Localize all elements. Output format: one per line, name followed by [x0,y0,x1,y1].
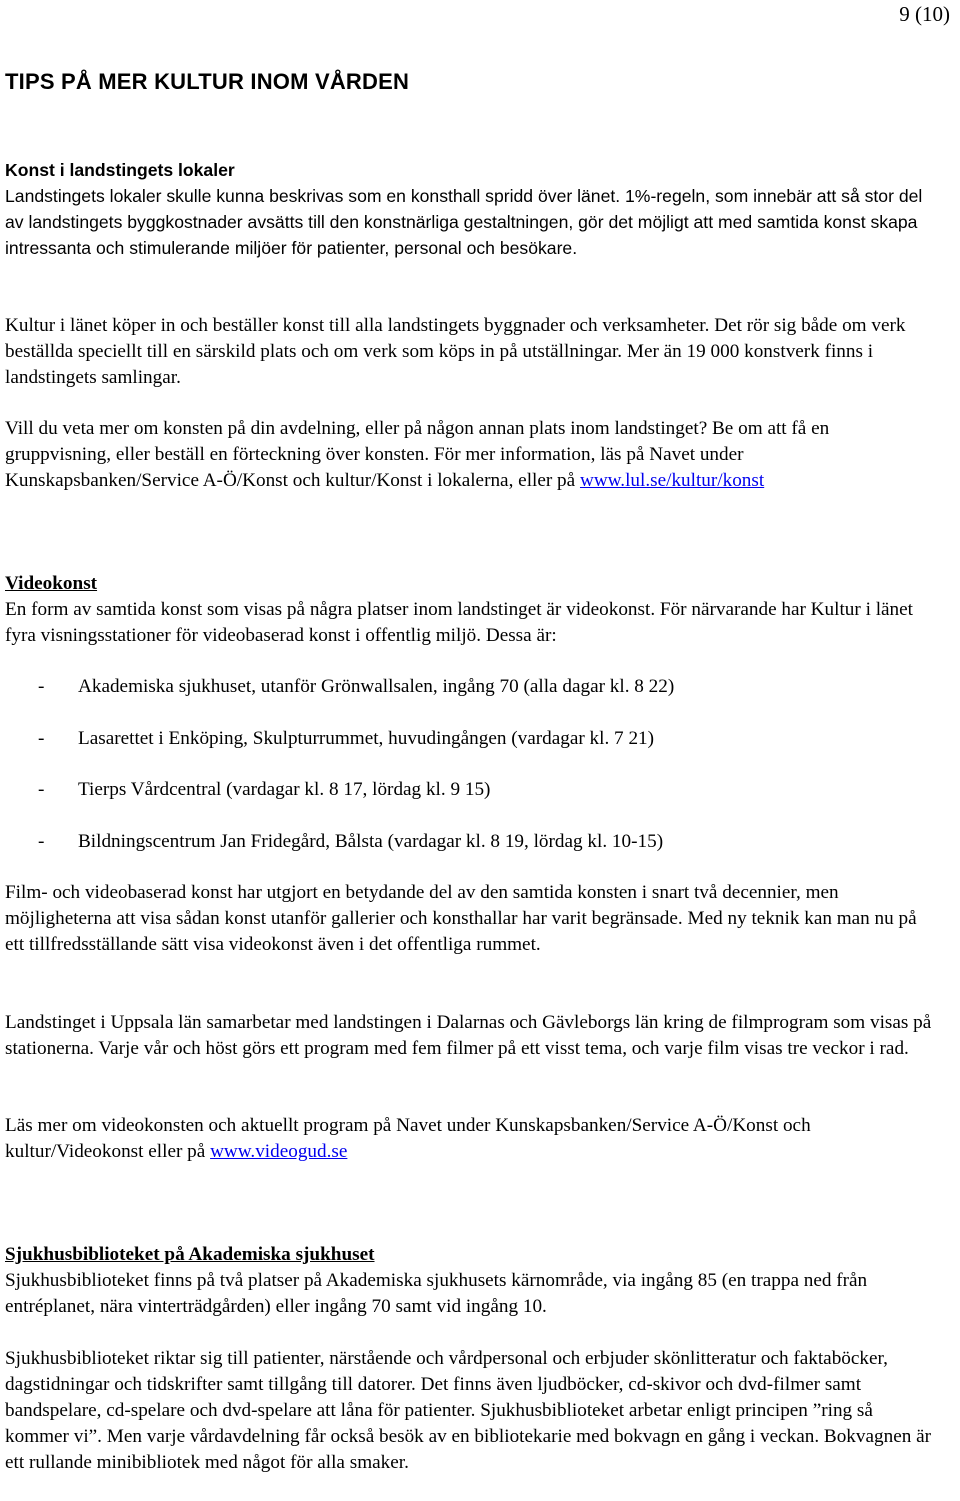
konst-paragraph-3 [5,416,935,494]
list-item: - Tierps Vårdcentral (vardagar kl. 8 17, lördag kl. 9 15) [38,779,491,800]
station-label: Lasarettet i Enköping, Skulpturrummet, huvudingången (vardagar kl. 7 21) [78,728,655,749]
video-paragraph-3: Landstinget i Uppsala län samarbetar med landstingen i Dalarnas och Gävleborgs län kring de filmprogram som visas på stationerna. Varje vår och höst görs ett program med fem filmer på ett visst tema, och varje film visas tre veckor i rad. [5,1012,932,1059]
konst-paragraph-1: Landstingets lokaler skulle kunna beskrivas som en konsthall spridd över länet. 1%-regeln, som innebär att så stor del av landstingets byggkostnader avsätts till den konstnärliga gestaltningen, gör det möjligt att med samtida konst skapa intressanta och stimulerande miljöer för patienter, personal och besökare. [5,186,923,258]
library-paragraph-2: Sjukhusbiblioteket riktar sig till patienter, närstående och vårdpersonal och erbjuder skönlitteratur och faktaböcker, dagstidningar och tidskrifter samt tillgång till datorer. Det finns även ljudböcker, cd-skivor och dvd-filmer samt bandspelare, cd-spelare och dvd-spelare att låna för patienter. Sjukhusbiblioteket arbetar enligt principen ”ring så kommer vi”. Men varje vårdavdelning får också besök av en bibliotekarie med bokvagn en gång i veckan. Bokvagnen är ett rullande minibibliotek med något för alla smaker. [5,1348,932,1473]
video-paragraph-4 [5,1113,935,1165]
konst-link[interactable]: www.lul.se/kultur/konst [579,470,765,491]
station-label: Bildningscentrum Jan Fridegård, Bålsta (vardagar kl. 8 19, lördag kl. 10-15) [78,831,664,852]
video-paragraph-2: Film- och videobaserad konst har utgjort en betydande del av den samtida konsten i snart två decennier, men möjligheterna att visa sådan konst utanför gallerier och konsthallar har varit begränsade. Med ny teknik kan man nu på ett tillfredsställande sätt visa videokonst även i det offentliga rummet. [5,882,917,955]
station-label: Tierps Vårdcentral (vardagar kl. 8 17, lördag kl. 9 15) [78,779,491,800]
konst-paragraph-3-text: Vill du veta mer om konsten på din avdelning, eller på någon annan plats inom landstinget? Be om att få en gruppvisning, eller beställ en förteckning över konsten. För mer information, läs på Navet under Kunskapsbanken/Service A-Ö/Konst och kultur/Konst i lokalerna, eller på [5,418,830,491]
library-paragraph-1: Sjukhusbiblioteket finns på två platser på Akademiska sjukhusets kärnområde, via ingång 85 (en trappa ned från entréplanet, nära vinterträdgården) eller ingång 70 samt vid ingång 10. [5,1270,868,1317]
list-item: - Lasarettet i Enköping, Skulpturrummet, huvudingången (vardagar kl. 7 21) [38,728,655,749]
list-item: - Bildningscentrum Jan Fridegård, Bålsta (vardagar kl. 8 19, lördag kl. 10-15) [38,831,664,852]
section-heading-library: Sjukhusbiblioteket på Akademiska sjukhuset [5,1244,375,1265]
page-title: TIPS PÅ MER KULTUR INOM VÅRDEN [5,69,410,94]
video-paragraph-4-text: Läs mer om videokonsten och aktuellt program på Navet under Kunskapsbanken/Service A-Ö/Konst och kultur/Videokonst eller på [5,1115,811,1162]
section-heading-konst: Konst i landstingets lokaler [5,160,235,180]
page-number: 9 (10) [899,2,950,26]
video-intro: En form av samtida konst som visas på några platser inom landstinget är videokonst. För närvarande har Kultur i länet fyra visningsstationer för videobaserad konst i offentlig miljö. Dessa är: [5,599,913,646]
list-item: - Akademiska sjukhuset, utanför Grönwallsalen, ingång 70 (alla dagar kl. 8 22) [38,676,675,697]
videogud-link[interactable]: www.videogud.se [210,1141,348,1162]
station-label: Akademiska sjukhuset, utanför Grönwallsalen, ingång 70 (alla dagar kl. 8 22) [78,676,675,697]
konst-paragraph-2: Kultur i länet köper in och beställer konst till alla landstingets byggnader och verksamheter. Det rör sig både om verk beställda speciellt till en särskild plats och om verk som köps in på utställningar. Mer än 19 000 konstverk finns i landstingets samlingar. [5,315,906,388]
section-heading-videokonst: Videokonst [5,573,98,594]
